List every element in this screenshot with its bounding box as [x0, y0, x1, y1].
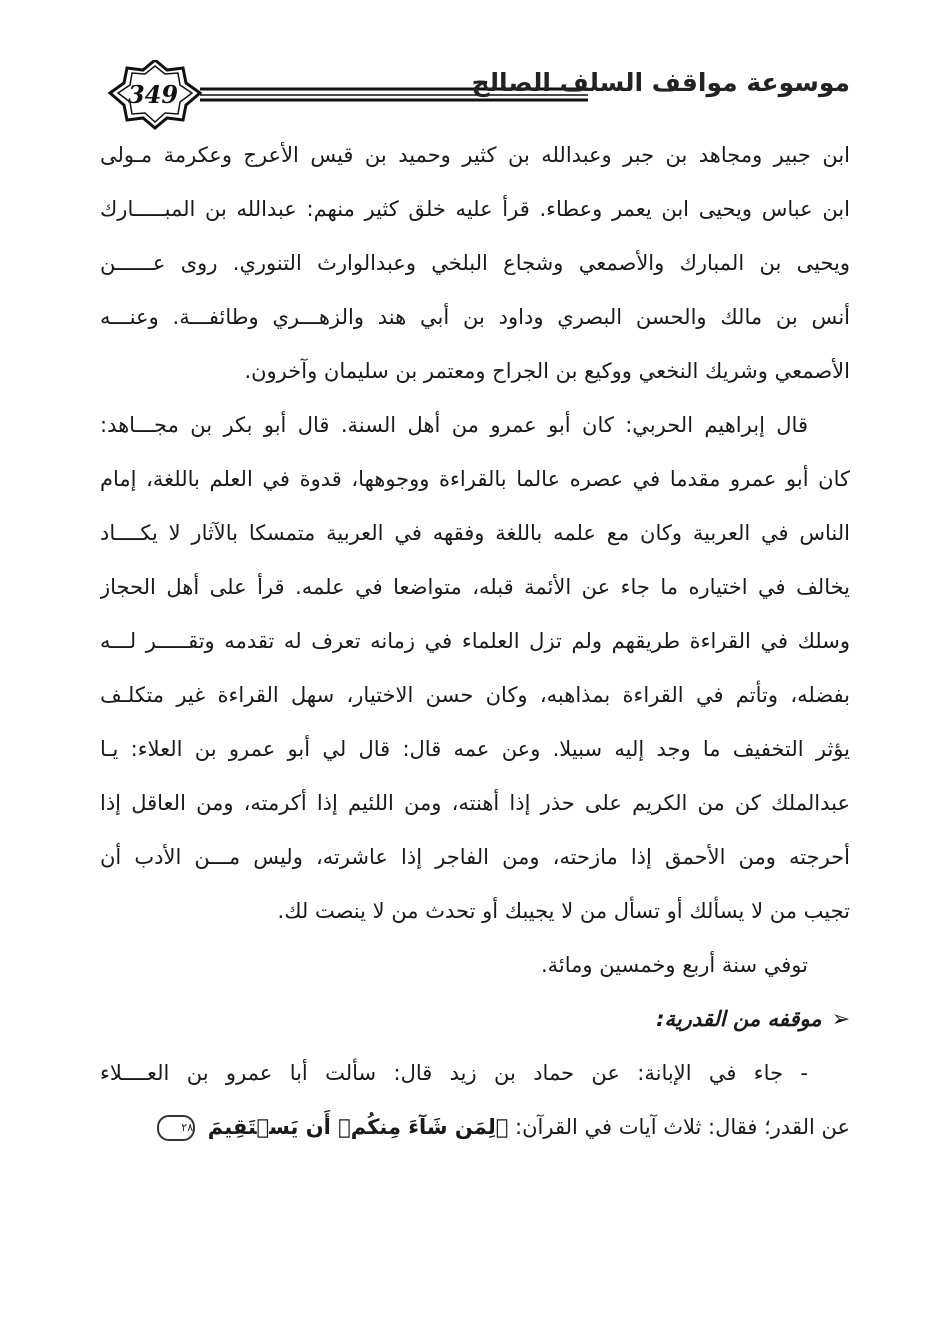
- book-title: موسوعة مواقف السلف الصالح: [471, 68, 850, 97]
- text-line: ابن عباس ويحيى ابن يعمر وعطاء. قرأ عليه خلق كثير منهم: عبدالله بن المبـــــارك: [100, 197, 850, 221]
- text-line: بفضله، وتأتم في القراءة بمذاهبه، وكان حسن الاختيار، سهل القراءة غير متكلـف: [100, 683, 850, 707]
- text-line: [100, 1100, 850, 1154]
- text-line: توفي سنة أربع وخمسين ومائة.: [540, 953, 808, 977]
- text-line: الأصمعي وشريك النخعي ووكيع بن الجراح ومعتمر بن سليمان وآخرون.: [244, 359, 850, 383]
- text-line: يخالف في اختياره ما جاء عن الأئمة قبله، متواضعا في علمه. قرأ على أهل الحجاز: [100, 575, 850, 599]
- text-line: كان أبو عمرو مقدما في عصره عالما بالقراءة ووجوهها، قدوة في العلم باللغة، إمام: [100, 467, 850, 491]
- section-heading: [100, 992, 850, 1046]
- page-number: 349: [127, 80, 179, 109]
- body-text: [100, 128, 850, 1154]
- text-line: تجيب من لا يسألك أو تسأل من لا يجيبك أو تحدث من لا ينصت لك.: [277, 899, 850, 923]
- paragraph: [100, 128, 850, 398]
- paragraph: [100, 1046, 850, 1154]
- text-line: يؤثر التخفيف ما وجد إليه سبيلا. وعن عمه قال: قال لي أبو عمرو بن العلاء: يـا: [100, 737, 850, 761]
- ayah-number-marker: ٢٨: [157, 1115, 195, 1141]
- arrow-icon: ➢: [831, 1007, 850, 1032]
- quran-verse: ﴿لِمَن شَآءَ مِنكُمۡ أَن يَسۡتَقِيمَ: [207, 1115, 509, 1139]
- text-line: ابن جبير ومجاهد بن جبر وعبدالله بن كثير وحميد بن قيس الأعرج وعكرمة مـولى: [100, 143, 850, 167]
- text-line: - جاء في الإبانة: عن حماد بن زيد قال: سألت أبا عمرو بن العــــلاء: [100, 1061, 808, 1085]
- paragraph: [100, 398, 850, 938]
- text-line: وسلك في القراءة طريقهم ولم تزل العلماء في زمانه تعرف له تقدمه وتقـــــر لـــه: [100, 629, 850, 653]
- text-segment: عن القدر؛ فقال: ثلاث آيات في القرآن:: [515, 1115, 850, 1139]
- text-line: أنس بن مالك والحسن البصري وداود بن أبي هند والزهـــري وطائفـــة. وعنـــه: [100, 305, 850, 329]
- text-line: عبدالملك كن من الكريم على حذر إذا أهنته، ومن اللئيم إذا أكرمته، ومن العاقل إذا: [100, 791, 850, 815]
- text-line: ويحيى بن المبارك والأصمعي وشجاع البلخي وعبدالوارث التنوري. روى عــــــن: [100, 251, 850, 275]
- text-line: أحرجته ومن الأحمق إذا مازحته، ومن الفاجر إذا عاشرته، وليس مـــن الأدب أن: [100, 845, 850, 869]
- section-heading-text: موقفه من القدرية:: [656, 1007, 822, 1031]
- page-header: [100, 60, 850, 130]
- text-line: قال إبراهيم الحربي: كان أبو عمرو من أهل السنة. قال أبو بكر بن مجـــاهد:: [100, 413, 808, 437]
- paragraph: [100, 938, 850, 992]
- text-line: الناس في العربية وكان مع علمه باللغة وفقهه في العربية متمسكا بالآثار لا يكــــاد: [100, 521, 850, 545]
